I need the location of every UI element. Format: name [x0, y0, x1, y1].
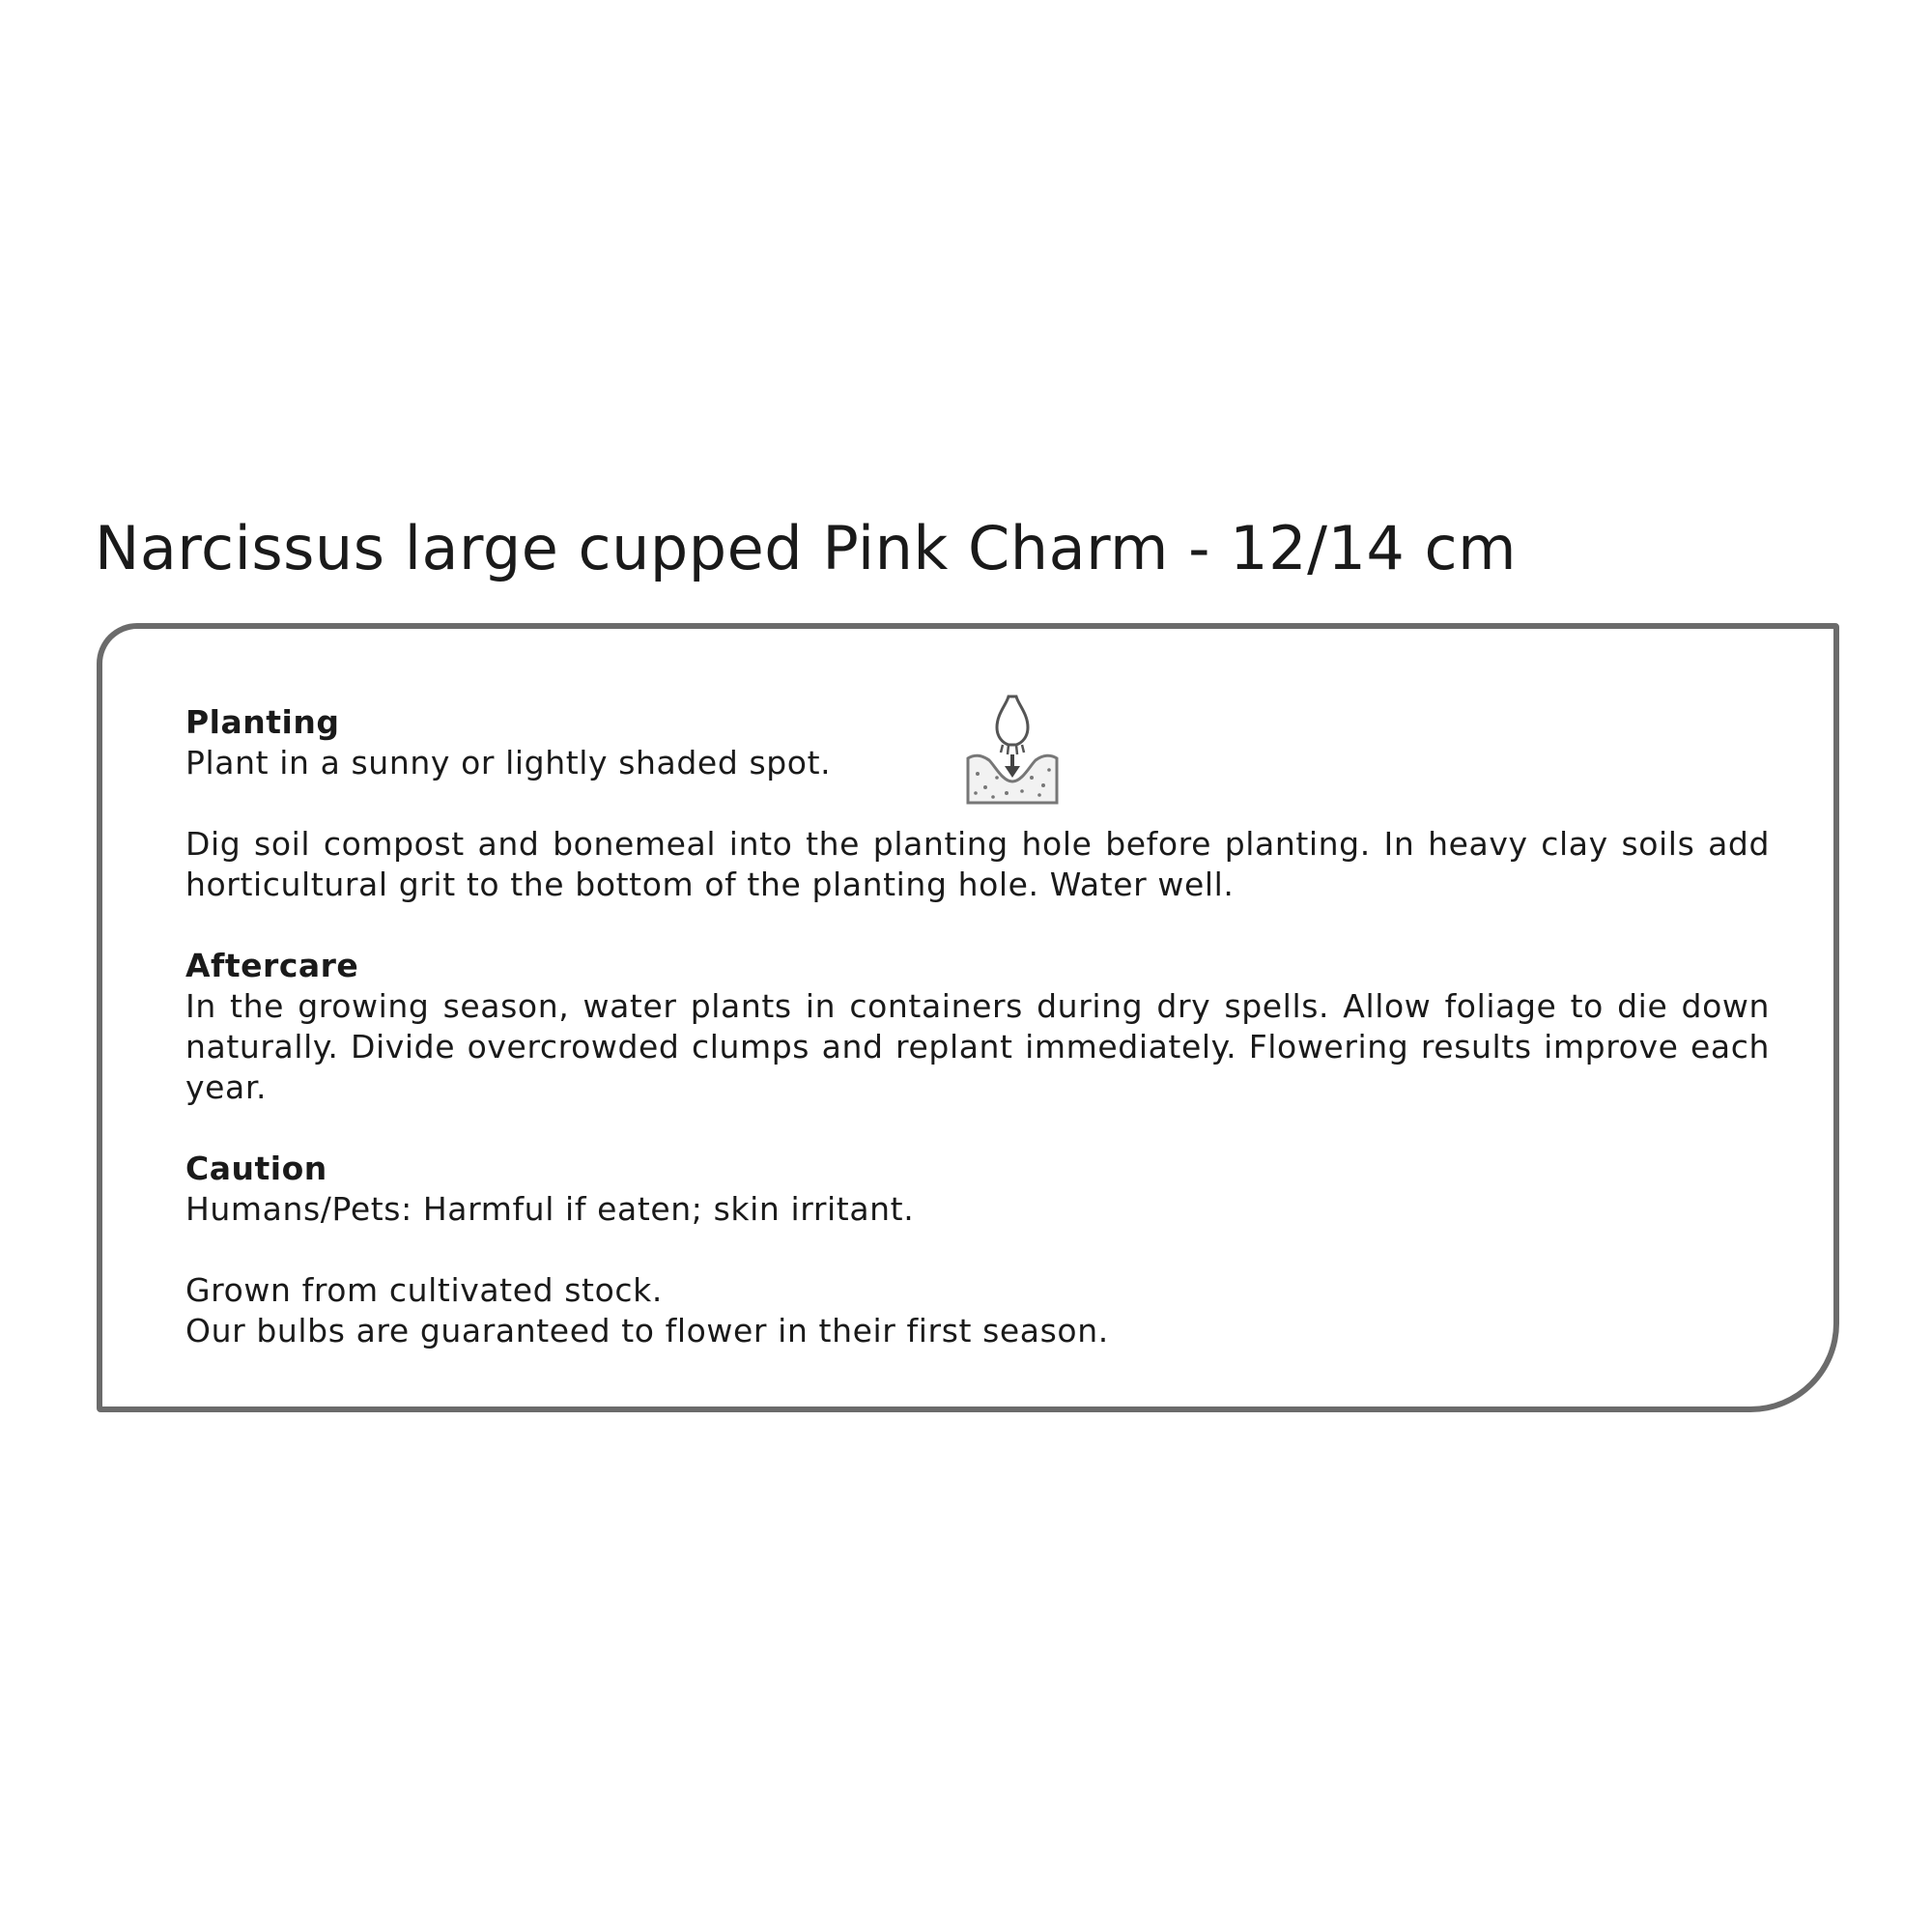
guarantee-text: Our bulbs are guaranteed to flower in their first season. — [185, 1312, 1109, 1350]
cultivated-stock-text: Grown from cultivated stock. — [185, 1271, 663, 1309]
card-content — [185, 702, 1770, 1351]
planting-section — [185, 702, 1770, 905]
aftercare-heading: Aftercare — [185, 947, 359, 984]
page-title: Narcissus large cupped Pink Charm - 12/14 cm — [95, 513, 1518, 583]
planting-heading: Planting — [185, 703, 340, 741]
planting-paragraph: Dig soil compost and bonemeal into the planting hole before planting. In heavy clay soils add horticultural grit to the bottom of the planting hole. Water well. — [185, 825, 1770, 903]
care-instructions-card — [97, 623, 1839, 1412]
footer-section — [185, 1270, 1770, 1351]
caution-heading: Caution — [185, 1150, 327, 1187]
caution-paragraph: Humans/Pets: Harmful if eaten; skin irritant. — [185, 1190, 915, 1228]
aftercare-section — [185, 946, 1770, 1108]
caution-section — [185, 1149, 1770, 1230]
aftercare-paragraph: In the growing season, water plants in containers during dry spells. Allow foliage to die down naturally. Divide overcrowded clumps and replant immediately. Flowering results improve each year. — [185, 987, 1770, 1106]
planting-sun-text: Plant in a sunny or lightly shaded spot. — [185, 744, 832, 781]
bulb-planting-icon — [964, 693, 1061, 807]
